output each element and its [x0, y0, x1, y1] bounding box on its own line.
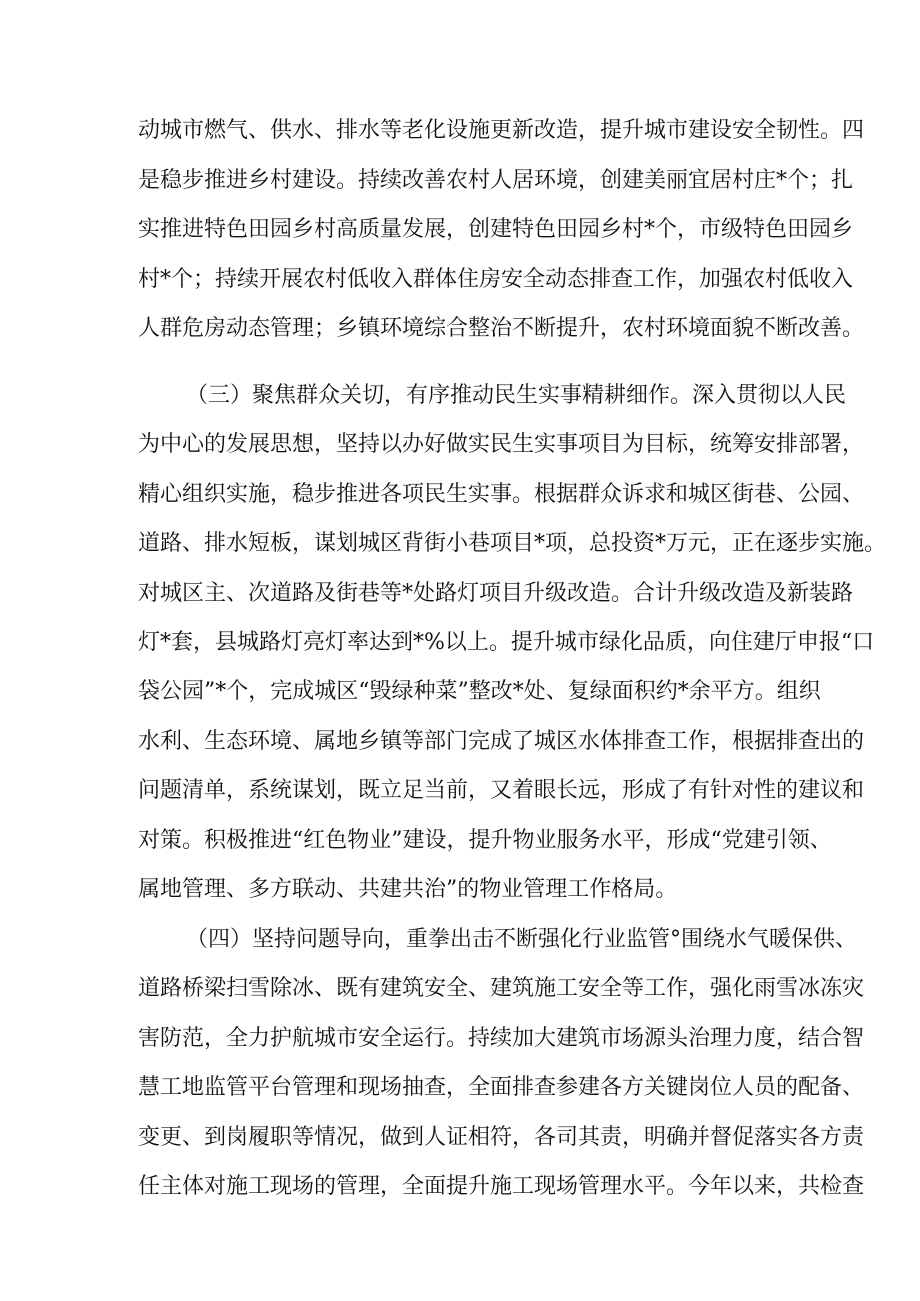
paragraph-line: 属地管理、多方联动、共建共治”的物业管理工作格局。 — [138, 877, 678, 902]
paragraph-line: 村*个；持续开展农村低收入群体住房安全动态排查工作，加强农村低收入 — [138, 267, 854, 292]
paragraph-line: 精心组织实施，稳步推进各项民生实事。根据群众诉求和城区街巷、公园、 — [138, 482, 865, 507]
paragraph-line: 袋公园”*个，完成城区“毁绿种菜”整改*处、复绿面积约*余平方。组织 — [138, 679, 821, 704]
paragraph-line: 任主体对施工现场的管理，全面提升施工现场管理水平。今年以来，共检查 — [138, 1174, 865, 1199]
paragraph-line: 变更、到岗履职等情况，做到人证相符，各司其责，明确并督促落实各方责 — [138, 1125, 865, 1150]
paragraph-line: （四）坚持问题导向，重拳出击不断强化行业监管°围绕水气暖保供、 — [186, 927, 858, 952]
paragraph-line: 问题清单，系统谋划，既立足当前，又着眼长远，形成了有针对性的建议和 — [138, 778, 865, 803]
paragraph-line: 道路桥梁扫雪除冰、既有建筑安全、建筑施工安全等工作，强化雨雪冰冻灾 — [138, 976, 865, 1001]
paragraph-line: 是稳步推进乡村建设。持续改善农村人居环境，创建美丽宜居村庄*个；扎 — [138, 168, 854, 193]
paragraph-line: 灯*套，县城路灯亮灯率达到*%以上。提升城市绿化品质，向住建厅申报“口 — [138, 630, 875, 655]
paragraph-line: 实推进特色田园乡村高质量发展，创建特色田园乡村*个，市级特色田园乡 — [138, 217, 854, 242]
paragraph-line: 水利、生态环境、属地乡镇等部门完成了城区水体排查工作，根据排查出的 — [138, 729, 865, 754]
paragraph-line: 害防范，全力护航城市安全运行。持续加大建筑市场源头治理力度，结合智 — [138, 1026, 865, 1051]
paragraph-line: 道路、排水短板，谋划城区背街小巷项目*项，总投资*万元，正在逐步实施。 — [138, 531, 887, 556]
paragraph-line: 为中心的发展思想，坚持以办好做实民生实事项目为目标，统筹安排部署， — [138, 432, 865, 457]
paragraph-line: 对城区主、次道路及街巷等*处路灯项目升级改造。合计升级改造及新装路 — [138, 581, 854, 606]
paragraph-line: 慧工地监管平台管理和现场抽查，全面排查参建各方关键岗位人员的配备、 — [138, 1075, 865, 1100]
paragraph-line: （三）聚焦群众关切，有序推动民生实事精耕细作。深入贯彻以人民 — [186, 383, 847, 408]
paragraph-line: 动城市燃气、供水、排水等老化设施更新改造，提升城市建设安全韧性。四 — [138, 118, 865, 143]
paragraph-line: 人群危房动态管理；乡镇环境综合整治不断提升，农村环境面貌不断改善。 — [138, 316, 865, 341]
paragraph-line: 对策。积极推进“红色物业”建设，提升物业服务水平，形成“党建引领、 — [138, 828, 832, 853]
